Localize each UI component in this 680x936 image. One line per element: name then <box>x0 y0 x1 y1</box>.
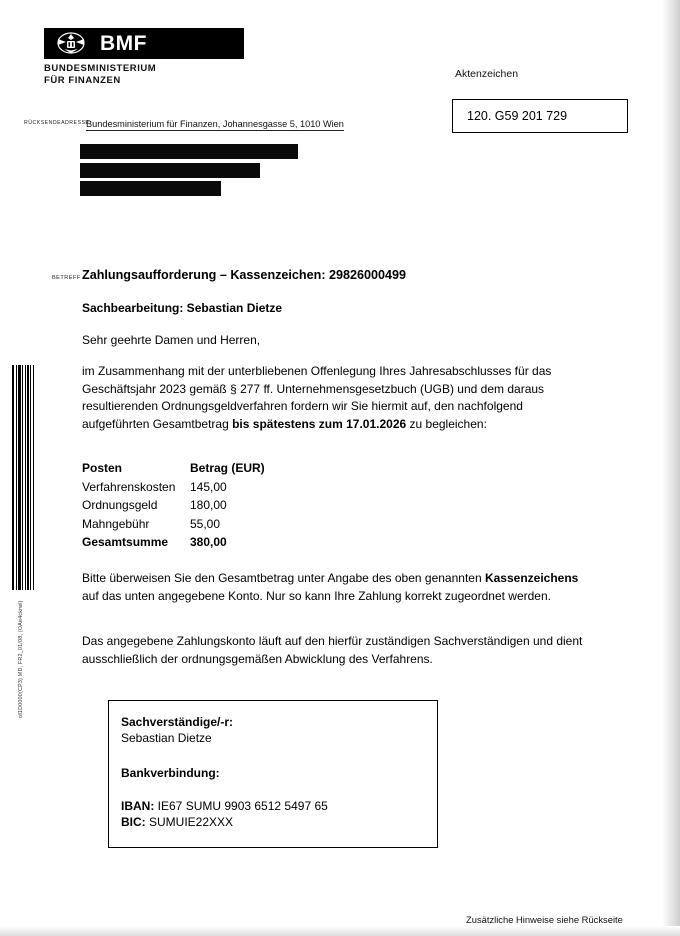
bic-label: BIC: <box>121 815 149 829</box>
redacted-recipient-line-2 <box>80 163 260 178</box>
table-row <box>82 478 342 497</box>
page-edge-shadow-bottom <box>0 926 680 936</box>
column-header-item: Posten <box>82 461 123 475</box>
table-row <box>82 496 342 515</box>
file-reference-label: Aktenzeichen <box>455 68 519 80</box>
return-address-text: Bundesministerium für Finanzen, Johannesgasse 5, 1010 Wien <box>86 119 344 129</box>
salutation: Sehr geehrte Damen und Herren, <box>82 333 261 347</box>
austrian-eagle-crest-icon <box>48 30 94 57</box>
iban-label: IBAN: <box>121 799 158 813</box>
file-reference-value: 120. G59 201 729 <box>467 109 568 123</box>
paragraph2-part2: auf das unten angegebene Konto. Nur so kann Ihre Zahlung korrekt zugeordnet werden. <box>82 588 551 603</box>
case-handler: Sachbearbeitung: Sebastian Dietze <box>82 301 283 315</box>
paragraph2-part1: Bitte überweisen Sie den Gesamtbetrag unter Angabe des oben genannten <box>82 571 485 585</box>
cost-table <box>82 459 342 552</box>
subject-label: BETREFF <box>52 275 81 281</box>
table-total-row <box>82 533 342 552</box>
cell-item: Ordnungsgeld <box>82 498 158 512</box>
return-address-label: RÜCKSENDEADRESSE <box>24 120 90 126</box>
cell-total-label: Gesamtsumme <box>82 535 169 549</box>
cell-item: Mahngebühr <box>82 516 150 531</box>
barcode <box>12 365 34 590</box>
cell-amount: 180,00 <box>190 498 227 512</box>
bic-value: SUMUIE22XXX <box>149 815 234 829</box>
paragraph-transfer-instructions <box>82 570 592 605</box>
ministry-name <box>44 63 244 86</box>
cell-item: Verfahrenskosten <box>82 479 176 494</box>
cell-total-amount: 380,00 <box>190 535 227 549</box>
bank-details-box <box>108 700 438 848</box>
redacted-recipient-line-1 <box>80 144 298 159</box>
ministry-line-1: BUNDESMINISTERIUM <box>44 63 157 74</box>
footer-note: Zusätzliche Hinweise siehe Rückseite <box>466 914 623 925</box>
expert-name: Sebastian Dietze <box>121 731 212 745</box>
redacted-recipient-line-3 <box>80 181 221 196</box>
table-row <box>82 515 342 534</box>
bic-row <box>121 815 437 829</box>
logo-wordmark: BMF <box>100 32 147 55</box>
ministry-line-2: FÜR FINANZEN <box>44 74 121 86</box>
paragraph-deadline <box>82 363 592 433</box>
paragraph2-bold: Kassenzeichens <box>484 571 579 585</box>
paragraph1-part2: zu begleichen: <box>406 416 487 431</box>
iban-value: IE67 SUMU 9903 6512 5497 65 <box>157 799 328 813</box>
side-form-code: of1D0000(CP3) MD, FR2_01/08, (OAe4ckrwl) <box>18 600 24 718</box>
page-edge-shadow-right <box>662 0 680 936</box>
cell-amount: 145,00 <box>190 479 227 494</box>
paragraph1-part1: im Zusammenhang mit der unterbliebenen Offenlegung Ihres Jahresabschlusses für das Geschäftsjahr 2023 gemäß § 277 ff. Unternehmensgesetzbuch (UGB) und dem daraus resultierenden Ordnungsgeldverfahren fordern wir Sie hiermit auf, den nachfolgend aufgeführten Gesamtbetrag <box>82 364 552 431</box>
expert-label: Sachverständige/-r: <box>121 715 234 729</box>
iban-row <box>121 799 437 813</box>
paragraph-account-note: Das angegebene Zahlungskonto läuft auf den hierfür zuständigen Sachverständigen und dient ausschließlich der ordnungsgemäßen Abwicklung des Verfahrens. <box>82 634 583 666</box>
column-header-amount: Betrag (EUR) <box>190 461 265 475</box>
logo-bar <box>44 28 244 59</box>
cell-amount: 55,00 <box>190 516 221 531</box>
bmf-logo <box>44 28 244 86</box>
paragraph1-deadline-bold: bis spätestens zum 17.01.2026 <box>232 416 407 431</box>
bank-details-label: Bankverbindung: <box>121 766 220 780</box>
table-header-row <box>82 459 342 478</box>
subject-line: Zahlungsaufforderung – Kassenzeichen: 29826000499 <box>82 268 407 282</box>
file-reference-box <box>452 99 628 133</box>
